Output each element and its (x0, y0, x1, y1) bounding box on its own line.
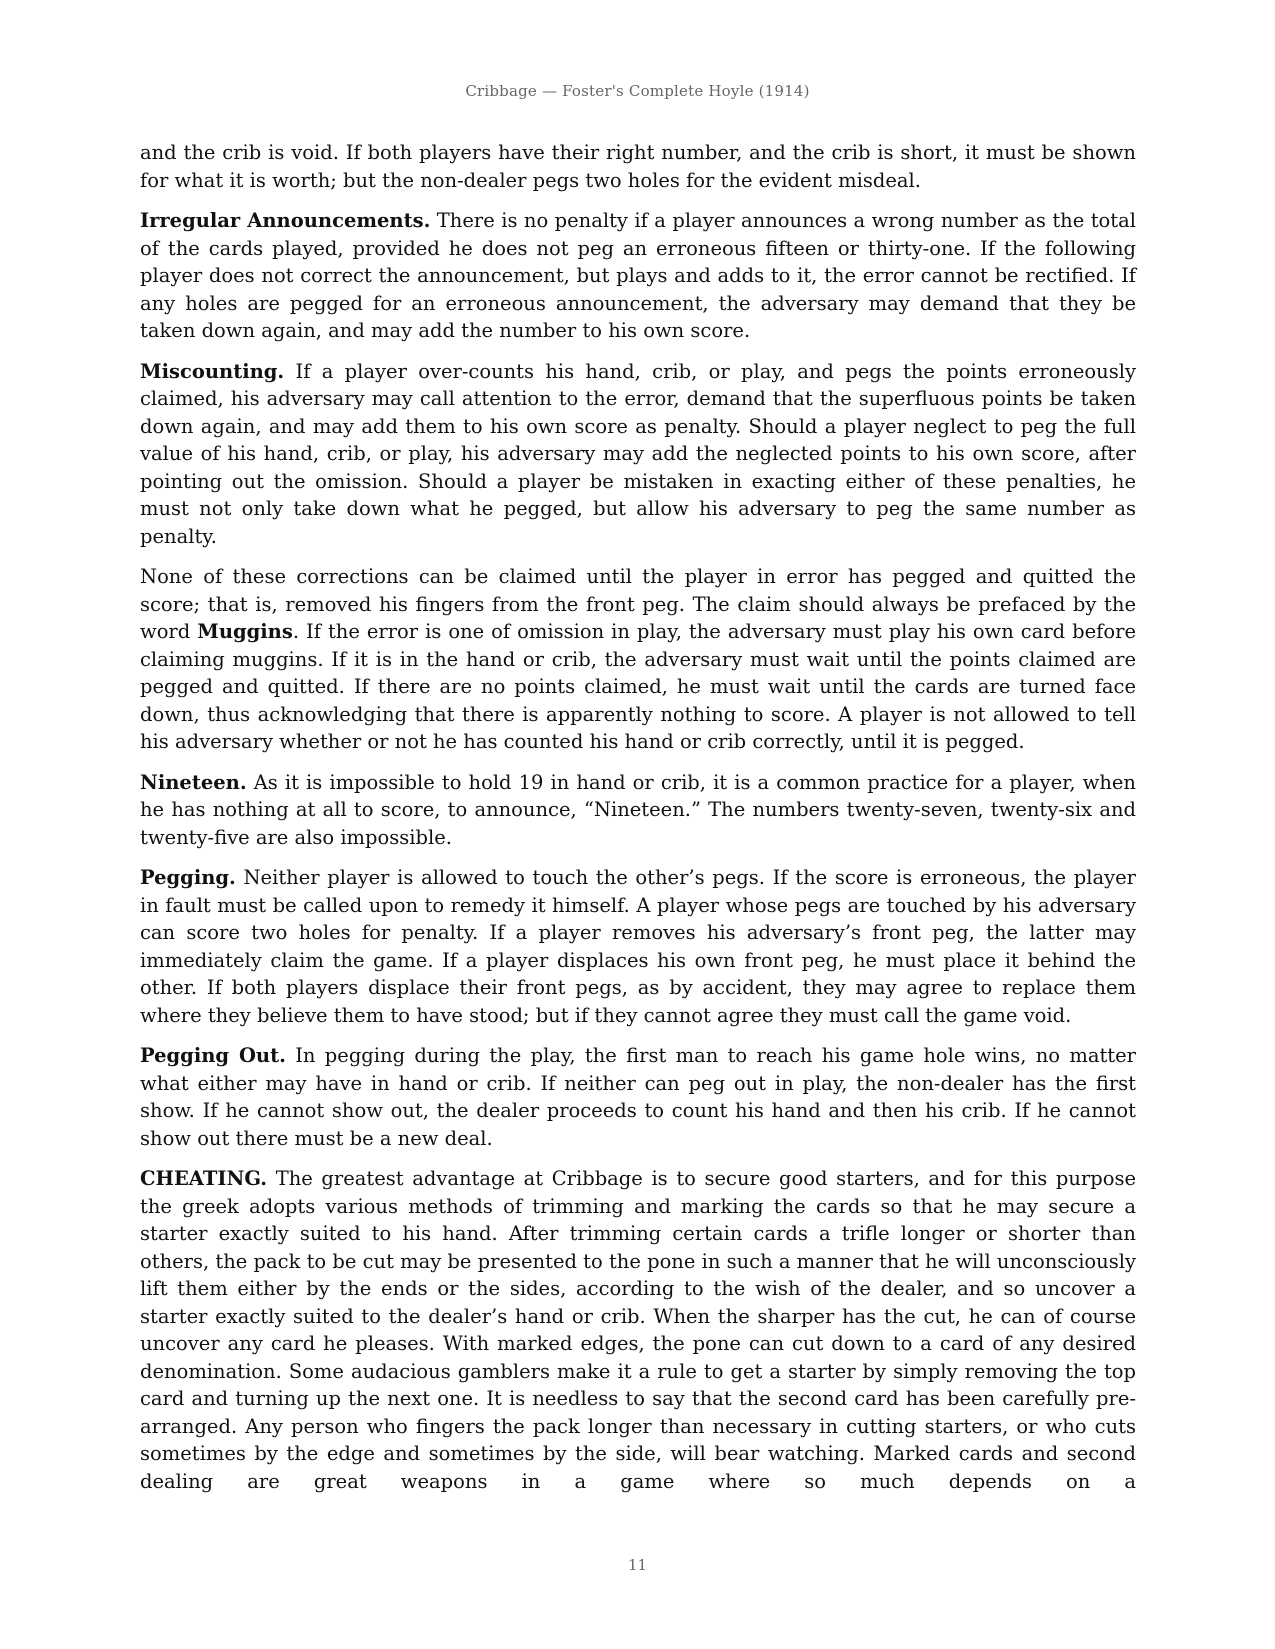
paragraph-text: If a player over-counts his hand, crib, or play, and pegs the points erroneously claimed, his adversary may call attention to the error, demand that the superfluous points be taken down again, and may add them to his own score as penalty. Should a player neglect to peg the full value of his hand, crib, or play, his adversary may add the neglected points to his own score, after pointing out the omission. Should a player be mistaken in exacting either of these penalties, he must not only take down what he pegged, but allow his adversary to peg the same number as penalty. (140, 359, 1136, 548)
paragraph-heading: Pegging Out. (140, 1044, 286, 1067)
paragraph-cheating (140, 1165, 1136, 1495)
paragraph-text: None of these corrections can be claimed until the player in error has pegged and quitted the score; that is, removed his fingers from the front peg. The claim should always be prefaced by the word (140, 565, 1136, 643)
paragraph-heading: CHEATING. (140, 1167, 268, 1190)
running-head: Cribbage — Foster's Complete Hoyle (1914) (465, 82, 810, 100)
paragraph-nineteen (140, 769, 1136, 852)
paragraph-text: There is no penalty if a player announces a wrong number as the total of the cards played, provided he does not peg an erroneous fifteen or thirty-one. If the following player does not correct the announcement, but plays and adds to it, the error cannot be rectified. If any holes are pegged for an erroneous announcement, the adversary may demand that they be taken down again, and may add the number to his own score. (140, 209, 1136, 342)
paragraph-muggins (140, 563, 1136, 756)
paragraph-text: As it is impossible to hold 19 in hand or crib, it is a common practice for a player, when he has nothing at all to score, to announce, “Nineteen.” The numbers twenty-seven, twenty-six and twenty-five are also impossible. (140, 770, 1136, 849)
page-number: 11 (627, 1556, 648, 1574)
paragraph-heading: Pegging. (140, 866, 236, 889)
paragraph-text: Neither player is allowed to touch the other’s pegs. If the score is erroneous, the player in fault must be called upon to remedy it himself. A player whose pegs are touched by his adversary can score two holes for penalty. If a player removes his adversary’s front peg, the latter may immediately claim the game. If a player displaces his own front peg, he must place it behind the other. If both players displace their front pegs, as by accident, they may agree to replace them where they believe them to have stood; but if they cannot agree they must call the game void. (140, 866, 1136, 1027)
paragraph-miscounting (140, 358, 1136, 551)
paragraph-text: In pegging during the play, the first man to reach his game hole wins, no matter what either may have in hand or crib. If neither can peg out in play, the non-dealer has the first show. If he cannot show out, the dealer proceeds to count his hand and then his crib. If he cannot show out there must be a new deal. (140, 1044, 1136, 1150)
paragraph-text: . If the error is one of omission in play, the adversary must play his own card before claiming muggins. If it is in the hand or crib, the adversary must wait until the points claimed are pegged and quitted. If there are no points claimed, he must wait until the cards are turned face down, thus acknowledging that there is apparently nothing to score. A player is not allowed to tell his adversary whether or not he has counted his hand or crib correctly, until it is pegged. (140, 620, 1136, 753)
paragraph-heading: Miscounting. (140, 359, 285, 383)
paragraph-irregular-announcements (140, 207, 1136, 345)
paragraph-heading: Nineteen. (140, 770, 247, 794)
paragraph-continued (140, 139, 1136, 194)
paragraph-pegging-out (140, 1042, 1136, 1152)
page-text (140, 139, 1136, 1508)
paragraph-heading: Irregular Announcements. (140, 209, 431, 232)
paragraph-text: and the crib is void. If both players have their right number, and the crib is short, it must be shown for what it is worth; but the non-dealer pegs two holes for the evident misdeal. (140, 141, 1136, 192)
muggins-term: Muggins (197, 620, 293, 643)
paragraph-text: The greatest advantage at Cribbage is to secure good starters, and for this purpose the greek adopts various methods of trimming and marking the cards so that he may secure a starter exactly suited to his hand. After trimming certain cards a trifle longer or shorter than others, the pack to be cut may be presented to the pone in such a manner that he will unconsciously lift them either by the ends or the sides, according to the wish of the dealer, and so uncover a starter exactly suited to the dealer’s hand or crib. When the sharper has the cut, he can of course uncover any card he pleases. With marked edges, the pone can cut down to a card of any desired denomination. Some audacious gamblers make it a rule to get a starter by simply removing the top card and turning up the next one. It is needless to say that the second card has been carefully pre-arranged. Any person who fingers the pack longer than necessary in cutting starters, or who cuts sometimes by the edge and sometimes by the side, will bear watching. Marked cards and second dealing are great weapons in a game where so much depends on a (140, 1167, 1136, 1493)
paragraph-pegging (140, 864, 1136, 1029)
